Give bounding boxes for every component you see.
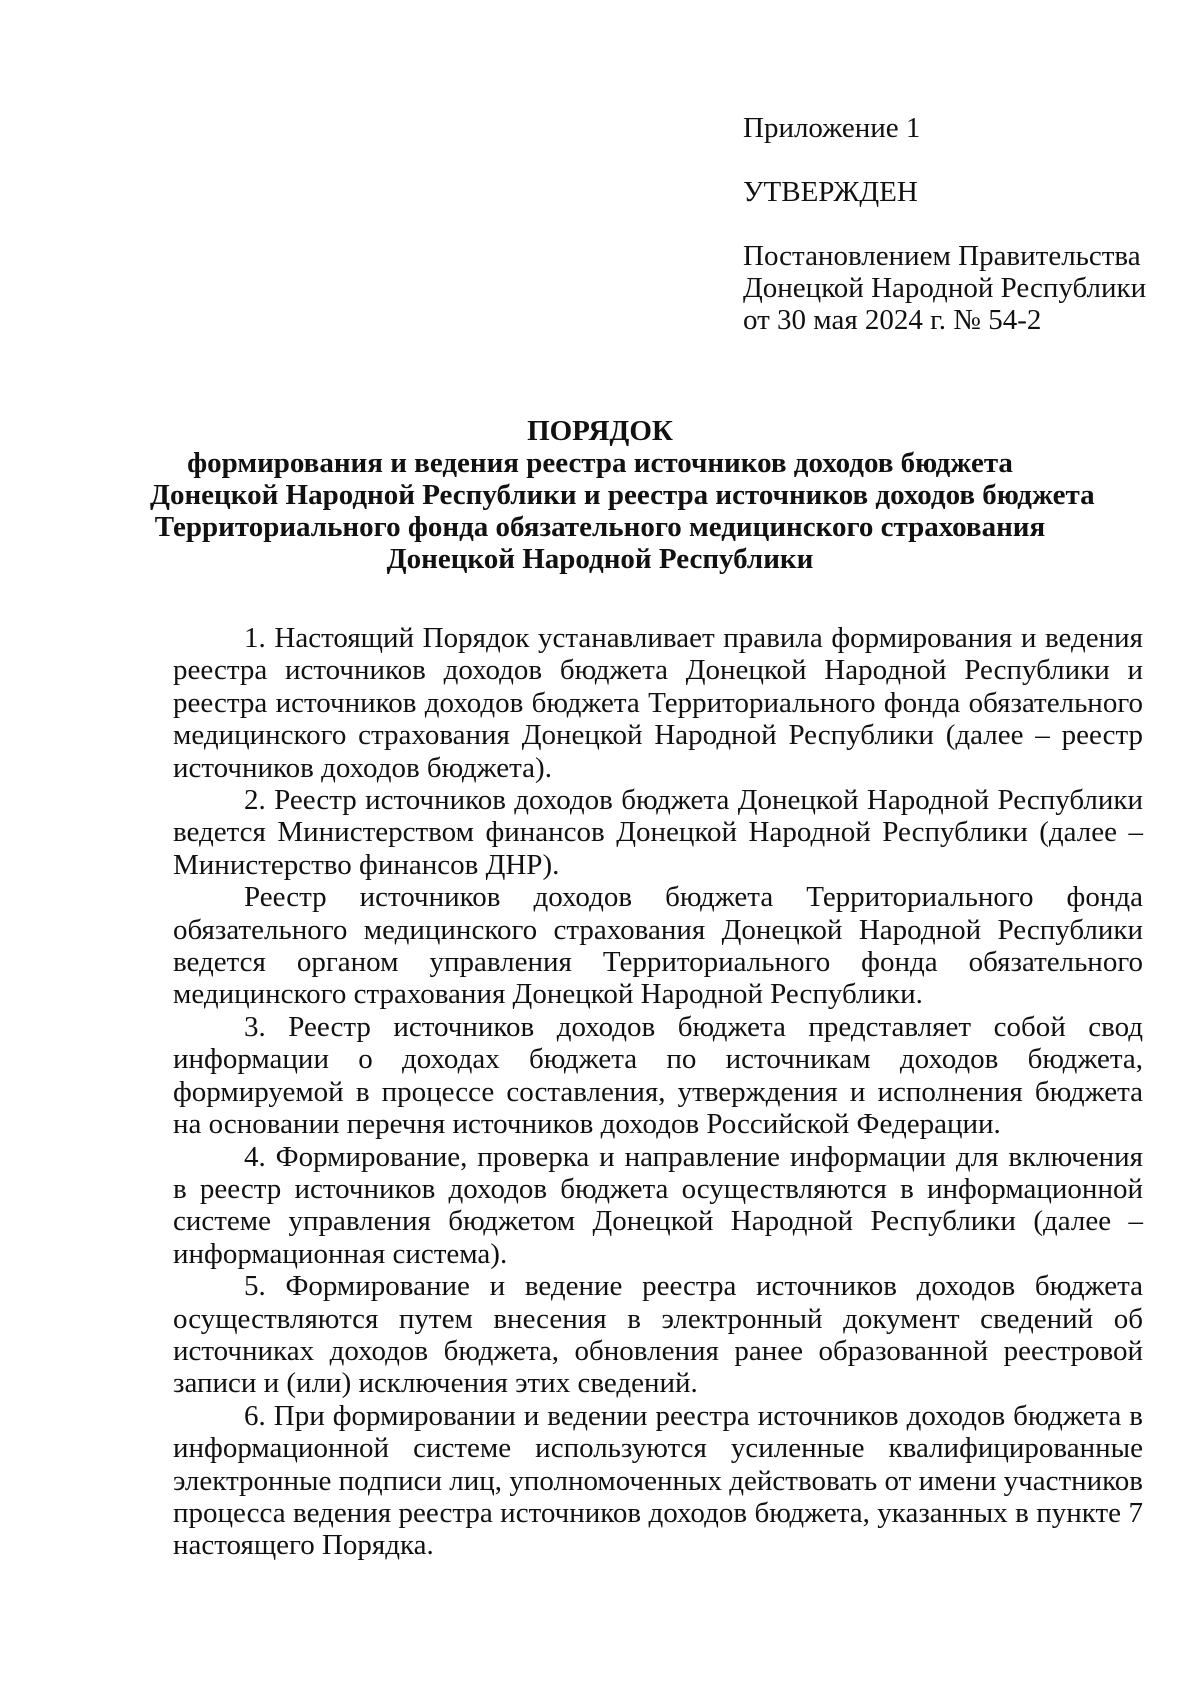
document-body bbox=[173, 622, 1143, 1562]
paragraph-1: 1. Настоящий Порядок устанавливает правила формирования и ведения реестра источников доходов бюджета Донецкой Народной Республики и реестра источников доходов бюджета Территориального фонда обязательного медицинского страхования Донецкой Народной Республики (далее – реестр источников доходов бюджета). bbox=[173, 622, 1143, 784]
paragraph-2-continued: Реестр источников доходов бюджета Территориального фонда обязательного медицинского страхования Донецкой Народной Республики ведется органом управления Территориального фонда обязательного медицинского страхования Донецкой Народной Республики. bbox=[173, 881, 1143, 1011]
title-line: Донецкой Народной Республики bbox=[386, 543, 814, 575]
appendix-label: Приложение 1 bbox=[743, 112, 921, 144]
document-title bbox=[150, 415, 1095, 575]
paragraph-4: 4. Формирование, проверка и направление информации для включения в реестр источников доходов бюджета осуществляются в информационной системе управления бюджетом Донецкой Народной Республики (далее – информационная система). bbox=[173, 1140, 1143, 1270]
title-line: формирования и ведения реестра источников доходов бюджета bbox=[187, 447, 1013, 479]
paragraph-6: 6. При формировании и ведении реестра источников доходов бюджета в информационной системе используются усиленные квалифицированные электронные подписи лиц, уполномоченных действовать от имени участников процесса ведения реестра источников доходов бюджета, указанных в пункте 7 настоящего Порядка. bbox=[173, 1399, 1143, 1562]
approved-label: УТВЕРЖДЕН bbox=[743, 176, 918, 208]
appendix-block bbox=[743, 112, 1147, 336]
decree-line: Донецкой Народной Республики bbox=[743, 272, 1147, 304]
decree-line: Постановлением Правительства bbox=[743, 240, 1141, 272]
title-line: Территориального фонда обязательного медицинского страхования bbox=[154, 511, 1046, 543]
title-line: Донецкой Народной Республики и реестра источников доходов бюджета bbox=[150, 479, 1095, 511]
decree-line: от 30 мая 2024 г. № 54-2 bbox=[743, 304, 1042, 336]
paragraph-2: 2. Реестр источников доходов бюджета Донецкой Народной Республики ведется Министерством финансов Донецкой Народной Республики (далее – Министерство финансов ДНР). bbox=[173, 784, 1143, 881]
paragraph-3: 3. Реестр источников доходов бюджета представляет собой свод информации о доходах бюджета по источникам доходов бюджета, формируемой в процессе составления, утверждения и исполнения бюджета на основании перечня источников доходов Российской Федерации. bbox=[173, 1010, 1143, 1141]
title-heading: ПОРЯДОК bbox=[527, 415, 673, 447]
paragraph-5: 5. Формирование и ведение реестра источников доходов бюджета осуществляются путем внесения в электронный документ сведений об источниках доходов бюджета, обновления ранее образованной реестровой записи и (или) исключения этих сведений. bbox=[173, 1270, 1143, 1400]
